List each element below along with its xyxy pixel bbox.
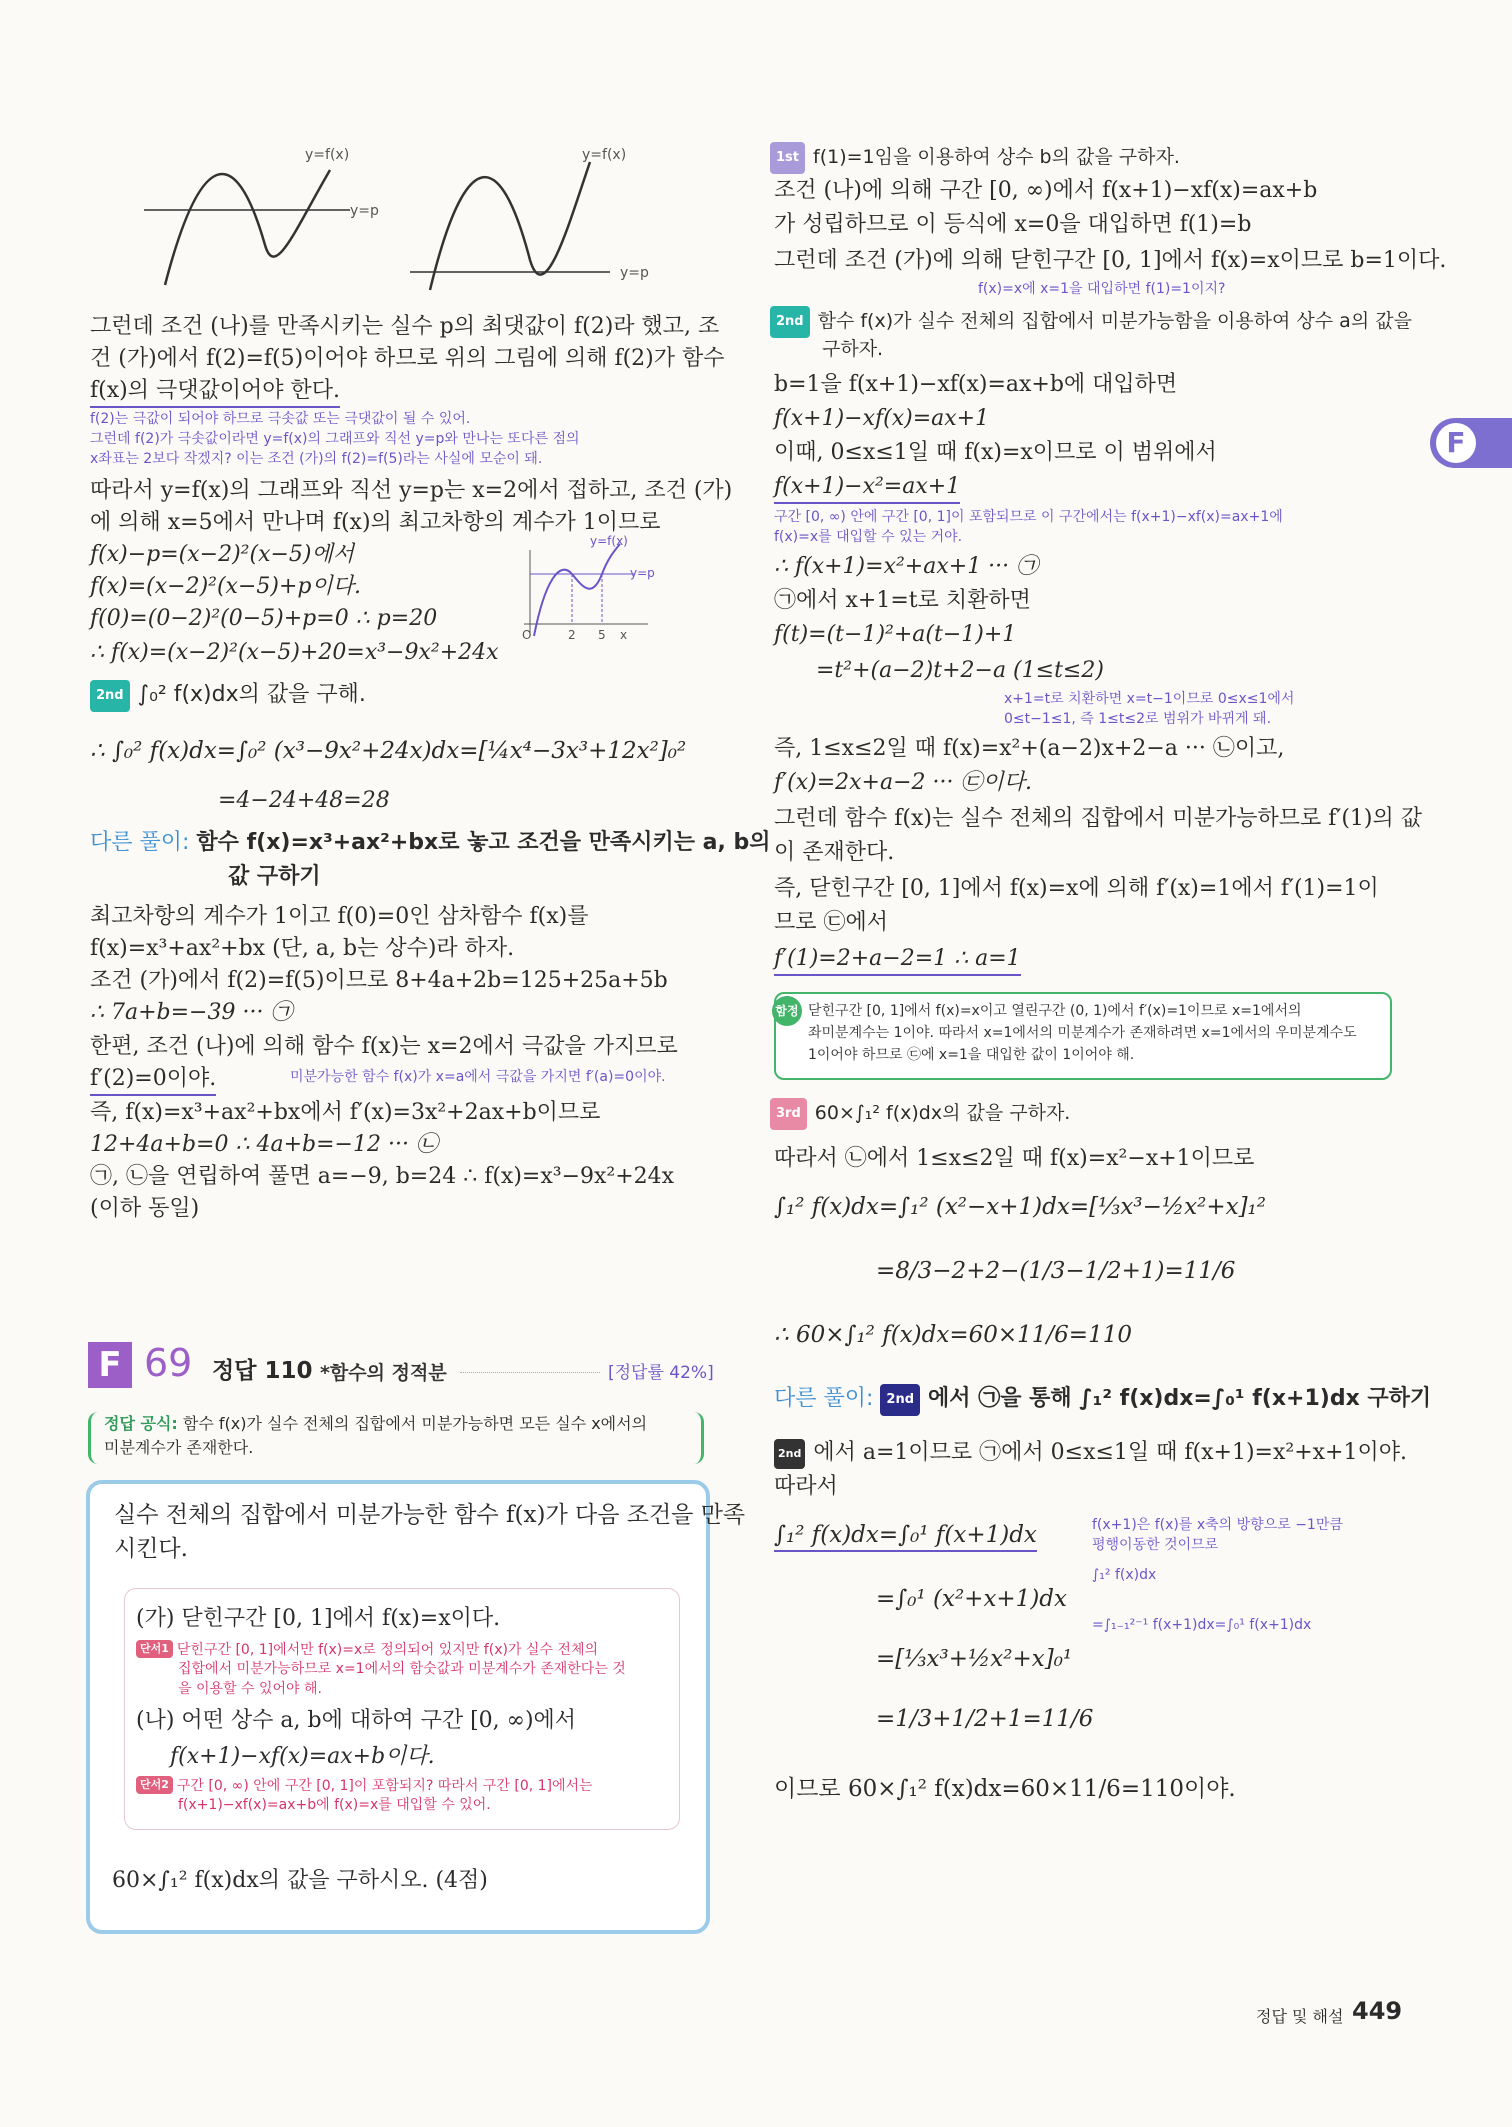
clue-2-badge: 단서2 (136, 1776, 173, 1794)
graph2-p-label: y=p (620, 265, 649, 281)
left-math-1: f(x)−p=(x−2)²(x−5)에서 (90, 542, 354, 567)
step-1-badge: 1st (770, 142, 805, 174)
right-line-6: 이때, 0≤x≤1일 때 f(x)=x이므로 이 범위에서 (774, 440, 1217, 465)
left-para-3: f(x)의 극댓값이어야 한다. (90, 376, 340, 408)
alt-label: 다른 풀이: (90, 830, 190, 855)
right-alt-note-4: =∫₁₋₁²⁻¹ f(x+1)dx=∫₀¹ f(x+1)dx (1092, 1617, 1312, 1633)
left-step-2 (90, 680, 366, 712)
right-alt-note-2: 평행이동한 것이므로 (1092, 1537, 1219, 1553)
right-alt-text-1: 에서 a=1이므로 ㉠에서 0≤x≤1일 때 f(x+1)=x²+x+1이야. (813, 1440, 1407, 1465)
right-line-7-note-2: f(x)=x를 대입할 수 있는 거야. (774, 529, 963, 545)
right-alt-line-5: =[⅓x³+½x²+x]₀¹ (876, 1646, 1073, 1672)
small-graph (520, 540, 650, 640)
alt-line-6: f′(2)=0이야. (90, 1064, 216, 1096)
right-line-18: f′(1)=2+a−2=1 ∴ a=1 (774, 944, 1021, 976)
right-line-3-note: f(x)=x에 x=1을 대입하면 f(1)=1이지? (978, 281, 1226, 297)
topic-label: *함수의 정적분 (320, 1362, 447, 1384)
chapter-tab-letter: F (1436, 423, 1476, 463)
right-line-8: ∴ f(x+1)=x²+ax+1 ··· ㉠ (774, 554, 1039, 579)
topic-divider (460, 1372, 600, 1373)
right-line-9: ㉠에서 x+1=t로 치환하면 (774, 588, 1031, 613)
trap-badge: 함정 (772, 996, 802, 1026)
right-line-11-note-1: x+1=t로 치환하면 x=t−1이므로 0≤x≤1에서 (1004, 691, 1295, 707)
left-note-1: f(2)는 극값이 되어야 하므로 극솟값 또는 극댓값이 될 수 있어. (90, 411, 471, 427)
left-integral-1: ∴ ∫₀² f(x)dx=∫₀² (x³−9x²+24x)dx=[¼x⁴−3x³+12x²]₀² (90, 738, 687, 764)
left-math-3: f(0)=(0−2)²(0−5)+p=0 ∴ p=20 (90, 606, 438, 631)
question-line-1: 실수 전체의 집합에서 미분가능한 함수 f(x)가 다음 조건을 만족 (114, 1502, 746, 1528)
trap-line-1: 닫힌구간 [0, 1]에서 f(x)=x이고 열린구간 (0, 1)에서 f′(x)=1이므로 x=1에서의 (808, 1003, 1302, 1019)
alt-line-10: (이하 동일) (90, 1196, 200, 1221)
right-line-17: 므로 ㉢에서 (774, 910, 889, 935)
right-line-14: 그런데 함수 f(x)는 실수 전체의 집합에서 미분가능하므로 f′(1)의 값 (774, 806, 1423, 831)
condition-b-eq: f(x+1)−xf(x)=ax+b이다. (170, 1744, 435, 1769)
clue-2-text-a: 구간 [0, ∞) 안에 구간 [0, 1]이 포함되지? 따라서 구간 [0, 1]에서는 (176, 1778, 593, 1794)
alt-line-7: 즉, f(x)=x³+ax²+bx에서 f′(x)=3x²+2ax+b이므로 (90, 1100, 601, 1125)
graph1-label: y=f(x) (305, 147, 350, 163)
right-alt-title: 에서 ㉠을 통해 ∫₁² f(x)dx=∫₀¹ f(x+1)dx 구하기 (928, 1386, 1432, 1411)
right-alt-line-1 (774, 1438, 1407, 1469)
chapter-tab[interactable] (1430, 418, 1512, 468)
right-line-15: 이 존재한다. (774, 840, 895, 865)
alt-line-9: ㉠, ㉡을 연립하여 풀면 a=−9, b=24 ∴ f(x)=x³−9x²+24x (90, 1164, 675, 1189)
left-para-1: 그런데 조건 (나)를 만족시키는 실수 p의 최댓값이 f(2)라 했고, 조 (90, 314, 720, 339)
alt-line-8: 12+4a+b=0 ∴ 4a+b=−12 ··· ㉡ (90, 1132, 438, 1157)
right-step-3 (770, 1098, 1070, 1130)
right-alt-header (774, 1384, 1431, 1416)
left-para-5: 에 의해 x=5에서 만나며 f(x)의 최고차항의 계수가 1이므로 (90, 510, 661, 535)
graph1-p-label: y=p (350, 203, 379, 219)
alt-line-5: 한편, 조건 (나)에 의해 함수 f(x)는 x=2에서 극값을 가지므로 (90, 1034, 678, 1059)
clue-1-line-1 (136, 1640, 598, 1659)
problem-number: 69 (144, 1341, 193, 1385)
alt-title-1: 함수 f(x)=x³+ax²+bx로 놓고 조건을 만족시키는 a, b의 (196, 830, 771, 855)
alt-title-2: 값 구하기 (228, 864, 321, 889)
left-note-2: 그런데 f(2)가 극솟값이라면 y=f(x)의 그래프와 직선 y=p와 만나는 또다른 점의 (90, 431, 580, 447)
right-step-1 (770, 142, 1180, 174)
left-para-4: 따라서 y=f(x)의 그래프와 직선 y=p는 x=2에서 접하고, 조건 (가) (90, 478, 733, 503)
small-graph-origin: O (522, 628, 532, 642)
formula-line-1 (104, 1412, 647, 1436)
right-alt-line-2: 따라서 (774, 1474, 838, 1499)
left-note-3: x좌표는 2보다 작겠지? 이는 조건 (가)의 f(2)=f(5)라는 사실에 모순이 돼. (90, 451, 543, 467)
alt-line-4: ∴ 7a+b=−39 ··· ㉠ (90, 1000, 293, 1025)
step-2-badge: 2nd (770, 306, 810, 338)
formula-text-1: 함수 f(x)가 실수 전체의 집합에서 미분가능하면 모든 실수 x에서의 (182, 1414, 648, 1433)
trap-line-2: 좌미분계수는 1이야. 따라서 x=1에서의 미분계수가 존재하려면 x=1에서의 우미분계수도 (808, 1025, 1357, 1041)
condition-a: (가) 닫힌구간 [0, 1]에서 f(x)=x이다. (136, 1606, 501, 1631)
right-line-11: =t²+(a−2)t+2−a (1≤t≤2) (816, 658, 1104, 683)
right-alt-line-4: =∫₀¹ (x²+x+1)dx (876, 1586, 1067, 1612)
alt-line-2: f(x)=x³+ax²+bx (단, a, b는 상수)라 하자. (90, 936, 515, 961)
right-line-13: f′(x)=2x+a−2 ··· ㉢이다. (774, 770, 1032, 795)
left-math-2: f(x)=(x−2)²(x−5)+p이다. (90, 574, 361, 599)
step-3-badge: 3rd (770, 1098, 807, 1130)
right-line-16: 즉, 닫힌구간 [0, 1]에서 f(x)=x에 의해 f′(x)=1에서 f′(1)=1이 (774, 876, 1379, 901)
formula-label: 정답 공식: (104, 1414, 178, 1433)
right-line-21: =8/3−2+2−(1/3−1/2+1)=11/6 (876, 1258, 1236, 1284)
left-para-2: 건 (가)에서 f(2)=f(5)이어야 하므로 위의 그림에 의해 f(2)가 함수 (90, 346, 725, 371)
right-line-7: f(x+1)−x²=ax+1 (774, 472, 960, 504)
right-line-1: 조건 (나)에 의해 구간 [0, ∞)에서 f(x+1)−xf(x)=ax+b (774, 178, 1318, 203)
left-alt-header (90, 828, 770, 858)
step-3-text: 60×∫₁² f(x)dx의 값을 구하자. (814, 1102, 1071, 1124)
clue-1-badge: 단서1 (136, 1640, 173, 1658)
small-graph-x: x (620, 628, 628, 642)
right-line-4: b=1을 f(x+1)−xf(x)=ax+b에 대입하면 (774, 372, 1178, 397)
small-graph-p-label: y=p (630, 566, 655, 580)
clue-1-line-3: 을 이용할 수 있어야 해. (178, 1681, 322, 1697)
page-number: 449 (1352, 1997, 1403, 2025)
graph2-label: y=f(x) (582, 147, 627, 163)
alt-line-1: 최고차항의 계수가 1이고 f(0)=0인 삼차함수 f(x)를 (90, 904, 589, 929)
right-line-10: f(t)=(t−1)²+a(t−1)+1 (774, 622, 1017, 647)
right-line-11-note-2: 0≤t−1≤1, 즉 1≤t≤2로 범위가 바뀌게 돼. (1004, 711, 1272, 727)
step-1-text: f(1)=1임을 이용하여 상수 b의 값을 구하자. (813, 146, 1180, 168)
small-graph-tick-5: 5 (598, 628, 606, 642)
formula-line-2: 미분계수가 존재한다. (104, 1438, 254, 1457)
problem-letter: F (88, 1342, 132, 1388)
clue-2-line-2: f(x+1)−xf(x)=ax+b에 f(x)=x를 대입할 수 있어. (178, 1797, 491, 1813)
step-text: ∫₀² f(x)dx의 값을 구해. (137, 682, 366, 707)
trap-line-3: 1이어야 하므로 ㉢에 x=1을 대입한 값이 1이어야 해. (808, 1047, 1135, 1063)
clue-1-line-2: 집합에서 미분가능하므로 x=1에서의 함숫값과 미분계수가 존재한다는 것 (178, 1661, 626, 1677)
question-ask: 60×∫₁² f(x)dx의 값을 구하시오. (4점) (112, 1868, 488, 1893)
left-math-4: ∴ f(x)=(x−2)²(x−5)+20=x³−9x²+24x (90, 640, 499, 665)
small-graph-f-label: y=f(x) (590, 534, 628, 548)
right-line-20: ∫₁² f(x)dx=∫₁² (x²−x+1)dx=[⅓x³−½x²+x]₁² (774, 1194, 1266, 1220)
step-2-text: 함수 f(x)가 실수 전체의 집합에서 미분가능함을 이용하여 상수 a의 값을 (817, 310, 1412, 332)
right-alt-badge-2: 2nd (774, 1439, 805, 1469)
right-alt-line-7: 이므로 60×∫₁² f(x)dx=60×11/6=110이야. (774, 1776, 1236, 1802)
left-integral-2: =4−24+48=28 (218, 788, 390, 813)
step-badge: 2nd (90, 680, 130, 712)
right-line-2: 가 성립하므로 이 등식에 x=0을 대입하면 f(1)=b (774, 212, 1252, 237)
right-line-19: 따라서 ㉡에서 1≤x≤2일 때 f(x)=x²−x+1이므로 (774, 1146, 1255, 1171)
condition-b: (나) 어떤 상수 a, b에 대하여 구간 [0, ∞)에서 (136, 1708, 577, 1733)
right-alt-note-1: f(x+1)은 f(x)를 x축의 방향으로 −1만큼 (1092, 1517, 1343, 1533)
alt-line-3: 조건 (가)에서 f(2)=f(5)이므로 8+4a+2b=125+25a+5b (90, 968, 668, 993)
alt-line-6-note: 미분가능한 함수 f(x)가 x=a에서 극값을 가지면 f′(a)=0이야. (290, 1069, 666, 1085)
small-graph-tick-2: 2 (568, 628, 576, 642)
right-line-22: ∴ 60×∫₁² f(x)dx=60×11/6=110 (774, 1322, 1132, 1348)
answer-label: 정답 110 (212, 1358, 313, 1384)
right-alt-note-3: ∫₁² f(x)dx (1092, 1567, 1157, 1583)
clue-1-text-a: 닫힌구간 [0, 1]에서만 f(x)=x로 정의되어 있지만 f(x)가 실수 전체의 (176, 1642, 598, 1658)
footer-label: 정답 및 해설 (1256, 2007, 1344, 2026)
right-step-2-cont: 구하자. (822, 338, 884, 360)
right-alt-line-6: =1/3+1/2+1=11/6 (876, 1706, 1094, 1732)
rate-label: [정답률 42%] (608, 1363, 714, 1383)
right-line-7-note-1: 구간 [0, ∞) 안에 구간 [0, 1]이 포함되므로 이 구간에서는 f(x+1)−xf(x)=ax+1에 (774, 509, 1283, 525)
right-alt-label: 다른 풀이: (774, 1386, 874, 1411)
right-line-12: 즉, 1≤x≤2일 때 f(x)=x²+(a−2)x+2−a ··· ㉡이고, (774, 736, 1285, 761)
clue-2-line-1 (136, 1776, 593, 1795)
question-line-2: 시킨다. (114, 1536, 188, 1562)
right-alt-line-3: ∫₁² f(x)dx=∫₀¹ f(x+1)dx (774, 1520, 1037, 1552)
right-line-5: f(x+1)−xf(x)=ax+1 (774, 406, 990, 431)
right-alt-badge: 2nd (880, 1384, 920, 1416)
right-line-3: 그런데 조건 (가)에 의해 닫힌구간 [0, 1]에서 f(x)=x이므로 b=1이다. (774, 248, 1447, 273)
